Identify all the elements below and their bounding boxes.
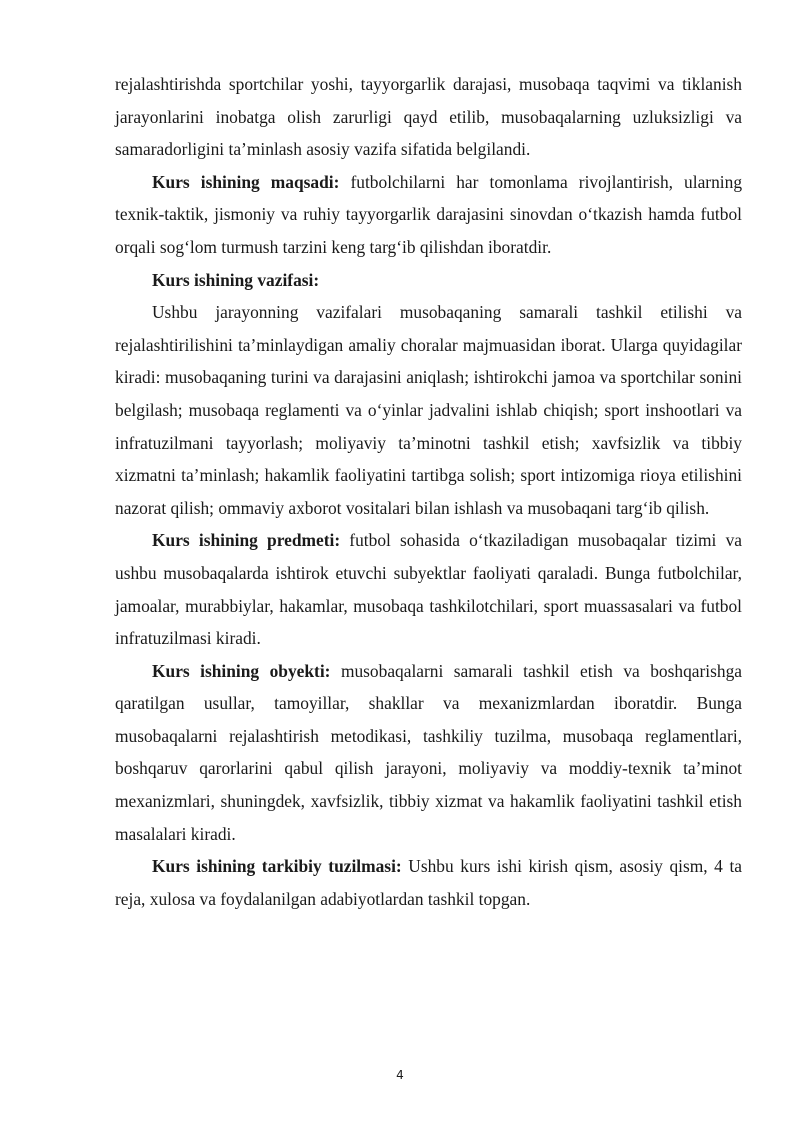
paragraph-vazifasi-body bbox=[115, 296, 742, 524]
paragraph-text: rejalashtirishda sportchilar yoshi, tayyorgarlik darajasi, musobaqa taqvimi va tiklanish jarayonlarini inobatga olish zarurligi qayd etilib, musobaqalarning uzluksizligi va samaradorligini ta’minlash asosiy vazifa sifatida belgilandi. bbox=[115, 74, 742, 160]
paragraph-intro-continuation bbox=[115, 68, 742, 166]
paragraph-heading: Kurs ishining predmeti: bbox=[152, 530, 341, 551]
paragraph-heading: Kurs ishining tarkibiy tuzilmasi: bbox=[152, 856, 402, 877]
paragraph-maqsadi bbox=[115, 166, 742, 264]
paragraph-text: futbol sohasida o‘tkaziladigan musobaqalar tizimi va ushbu musobaqalarda ishtirok etuvchi subyektlar faoliyati qaraladi. Bunga futbolchilar, jamoalar, murabbiylar, hakamlar, musobaqa tashkilotchilari, sport muassasalari va futbol infratuzilmasi kiradi. bbox=[115, 530, 742, 649]
paragraph-text: musobaqalarni samarali tashkil etish va boshqarishga qaratilgan usullar, tamoyillar, shakllar va mexanizmlardan iboratdir. Bunga musobaqalarni rejalashtirish metodikasi, tashkiliy tuzilma, musobaqa reglamentlari, boshqaruv qarorlarini qabul qilish jarayoni, moliyaviy va moddiy-texnik ta’minot mexanizmlari, shuningdek, xavfsizlik, tibbiy xizmat va hakamlik faoliyatini tashkil etish masalalari kiradi. bbox=[115, 660, 742, 844]
paragraph-heading: Kurs ishining obyekti: bbox=[152, 660, 331, 681]
paragraph-heading: Kurs ishining vazifasi: bbox=[152, 269, 320, 290]
paragraph-text: futbolchilarni har tomonlama rivojlantirish, ularning texnik-taktik, jismoniy va ruhiy tayyorgarlik darajasini sinovdan o‘tkazish hamda futbol orqali sog‘lom turmush tarzini keng targ‘ib qilishdan iboratdir. bbox=[115, 171, 743, 257]
paragraph-predmeti bbox=[115, 524, 742, 654]
paragraph-text: Ushbu jarayonning vazifalari musobaqaning samarali tashkil etilishi va rejalashtirilishini ta’minlaydigan amaliy choralar majmuasidan iborat. Ularga quyidagilar kiradi: musobaqaning turini va darajasini aniqlash; ishtirokchi jamoa va sportchilar sonini belgilash; musobaqa reglamenti va o‘yinlar jadvalini ishlab chiqish; sport inshootlari va infratuzilmani tayyorlash; moliyaviy ta’minotni tashkil etish; xavfsizlik va tibbiy xizmatni ta’minlash; hakamlik faoliyatini tartibga solish; sport intizomiga rioya etilishini nazorat qilish; ommaviy axborot vositalari bilan ishlash va musobaqani targ‘ib qilish. bbox=[115, 302, 742, 518]
page-number: 4 bbox=[396, 1068, 404, 1082]
paragraph-heading: Kurs ishining maqsadi: bbox=[152, 171, 340, 192]
paragraph-obyekti bbox=[115, 655, 742, 851]
paragraph-text: Ushbu kurs ishi kirish qism, asosiy qism, 4 ta reja, xulosa va foydalanilgan adabiyotlardan tashkil topgan. bbox=[115, 856, 742, 909]
document-body bbox=[115, 68, 742, 915]
paragraph-tarkibiy-tuzilmasi bbox=[115, 850, 742, 915]
paragraph-vazifasi-heading bbox=[115, 264, 742, 297]
